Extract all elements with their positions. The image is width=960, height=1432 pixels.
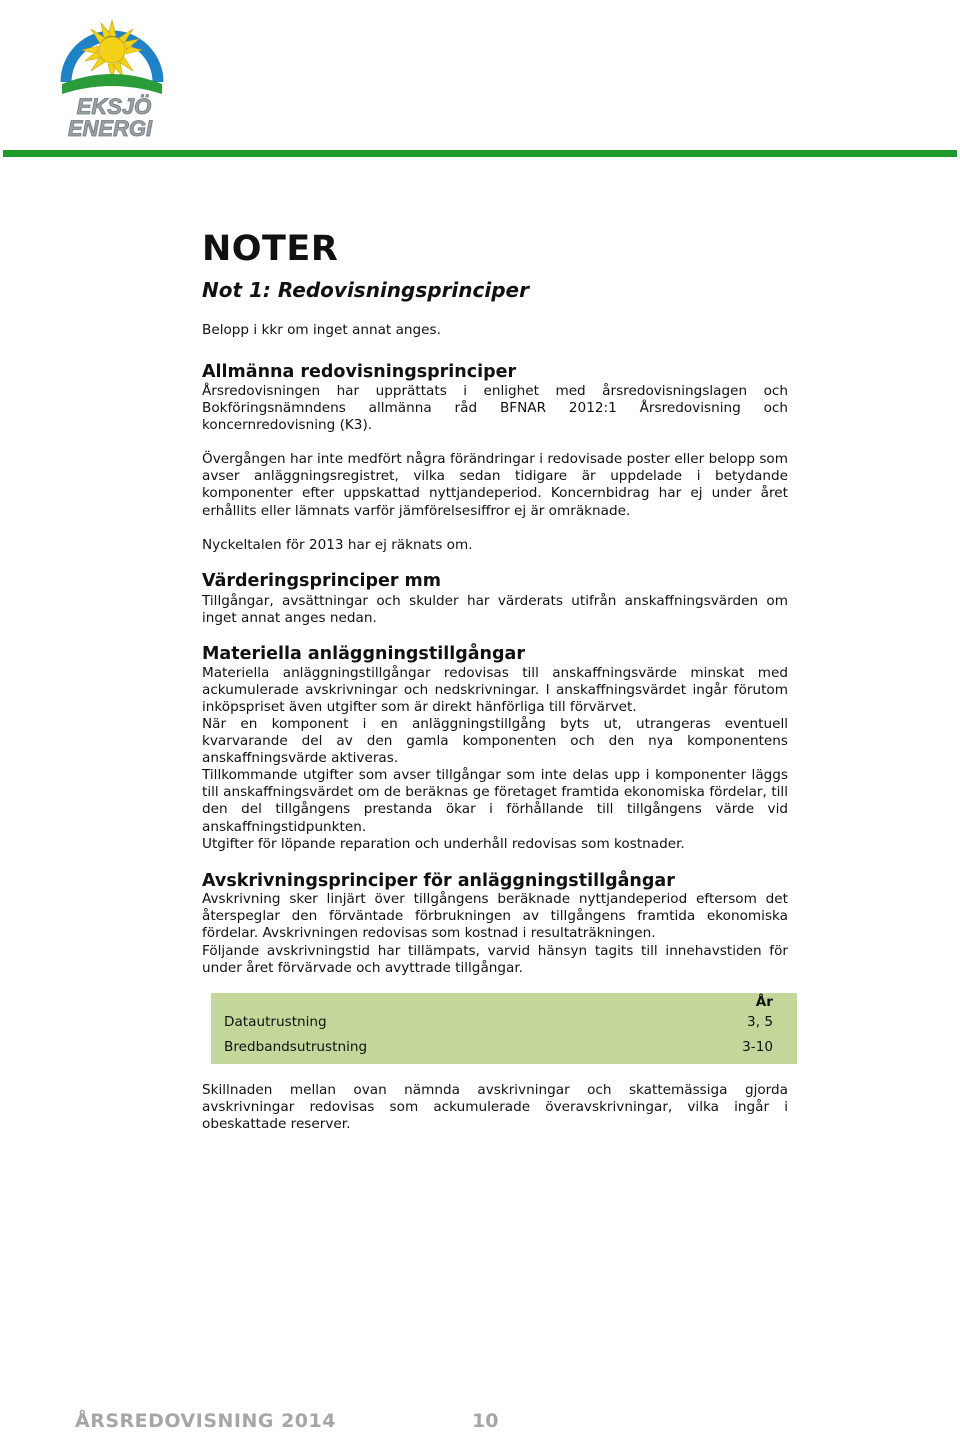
tangible-assets-p3: Tillkommande utgifter som avser tillgångar som inte delas upp i komponenter läggs till anskaffningsvärdet om de beräknas ge företaget framtida ekonomiska fördelar, till den del tillgångens prestanda ökar i förhållande till tillgångens värde vid anskaffningstidpunkten. xyxy=(202,767,788,835)
heading-general-principles: Allmänna redovisningsprinciper xyxy=(202,362,517,382)
eksjo-energi-logo xyxy=(38,2,186,140)
sun-icon xyxy=(82,20,142,80)
heading-tangible-assets: Materiella anläggningstillgångar xyxy=(202,644,525,664)
footer-title: ÅRSREDOVISNING 2014 xyxy=(75,1410,336,1432)
page-title: NOTER xyxy=(202,229,339,269)
logo-grass xyxy=(62,74,162,94)
table-header-years: År xyxy=(755,994,773,1010)
table-row-label: Bredbandsutrustning xyxy=(224,1039,368,1055)
depreciation-principles-p1: Avskrivning sker linjärt över tillgångens beräknade nyttjandeperiod eftersom det återspeglar den förväntade förbrukningen av tillgångens framtida ekonomiska fördelar. Avskrivningen redovisas som kostnad i resultaträkningen. xyxy=(202,891,788,942)
table-row-value: 3, 5 xyxy=(747,1014,773,1030)
depreciation-table xyxy=(211,993,797,1064)
header-rule xyxy=(3,150,957,157)
heading-depreciation-principles: Avskrivningsprinciper för anläggningstillgångar xyxy=(202,871,675,891)
intro-text: Belopp i kkr om inget annat anges. xyxy=(202,322,441,338)
tangible-assets-p1: Materiella anläggningstillgångar redovisas till anskaffningsvärde minskat med ackumulerade avskrivningar och nedskrivningar. I anskaffningsvärdet ingår förutom inköpspriset även utgifter som är direkt hänförliga till förvärvet. xyxy=(202,665,788,716)
general-principles-p1: Årsredovisningen har upprättats i enlighet med årsredovisningslagen och Bokföringsnämndens allmänna råd BFNAR 2012:1 Årsredovisning och koncernredovisning (K3). xyxy=(202,383,788,434)
general-principles-p2: Övergången har inte medfört några förändringar i redovisade poster eller belopp som avser anläggningsregistret, vilka sedan tidigare är uppdelade i betydande komponenter efter uppskattad nyttjandeperiod. Koncernbidrag har ej under året erhållits eller lämnats varför jämförelsesiffror ej är omräknade. xyxy=(202,451,788,519)
valuation-principles-p1: Tillgångar, avsättningar och skulder har värderats utifrån anskaffningsvärden om inget annat anges nedan. xyxy=(202,593,788,627)
page-number: 10 xyxy=(472,1410,499,1432)
svg-text:ENERGI: ENERGI xyxy=(67,116,153,140)
svg-text:EKSJÖ: EKSJÖ xyxy=(76,94,152,119)
tangible-assets-p4: Utgifter för löpande reparation och underhåll redovisas som kostnader. xyxy=(202,836,685,852)
depreciation-principles-p2: Följande avskrivningstid har tillämpats, varvid hänsyn tagits till innehavstiden för under året förvärvade och avyttrade tillgångar. xyxy=(202,943,788,977)
table-row-label: Datautrustning xyxy=(224,1014,327,1030)
general-principles-p3: Nyckeltalen för 2013 har ej räknats om. xyxy=(202,537,473,553)
note-subtitle: Not 1: Redovisningsprinciper xyxy=(202,278,529,302)
heading-valuation-principles: Värderingsprinciper mm xyxy=(202,571,442,591)
closing-text: Skillnaden mellan ovan nämnda avskrivningar och skattemässiga gjorda avskrivningar redovisas som ackumulerade överavskrivningar, vilka ingår i obeskattade reserver. xyxy=(202,1082,788,1133)
table-row-value: 3-10 xyxy=(742,1039,773,1055)
tangible-assets-p2: När en komponent i en anläggningstillgång byts ut, utrangeras eventuell kvarvarande del av den gamla komponenten och den nya komponentens anskaffningsvärde aktiveras. xyxy=(202,716,788,767)
